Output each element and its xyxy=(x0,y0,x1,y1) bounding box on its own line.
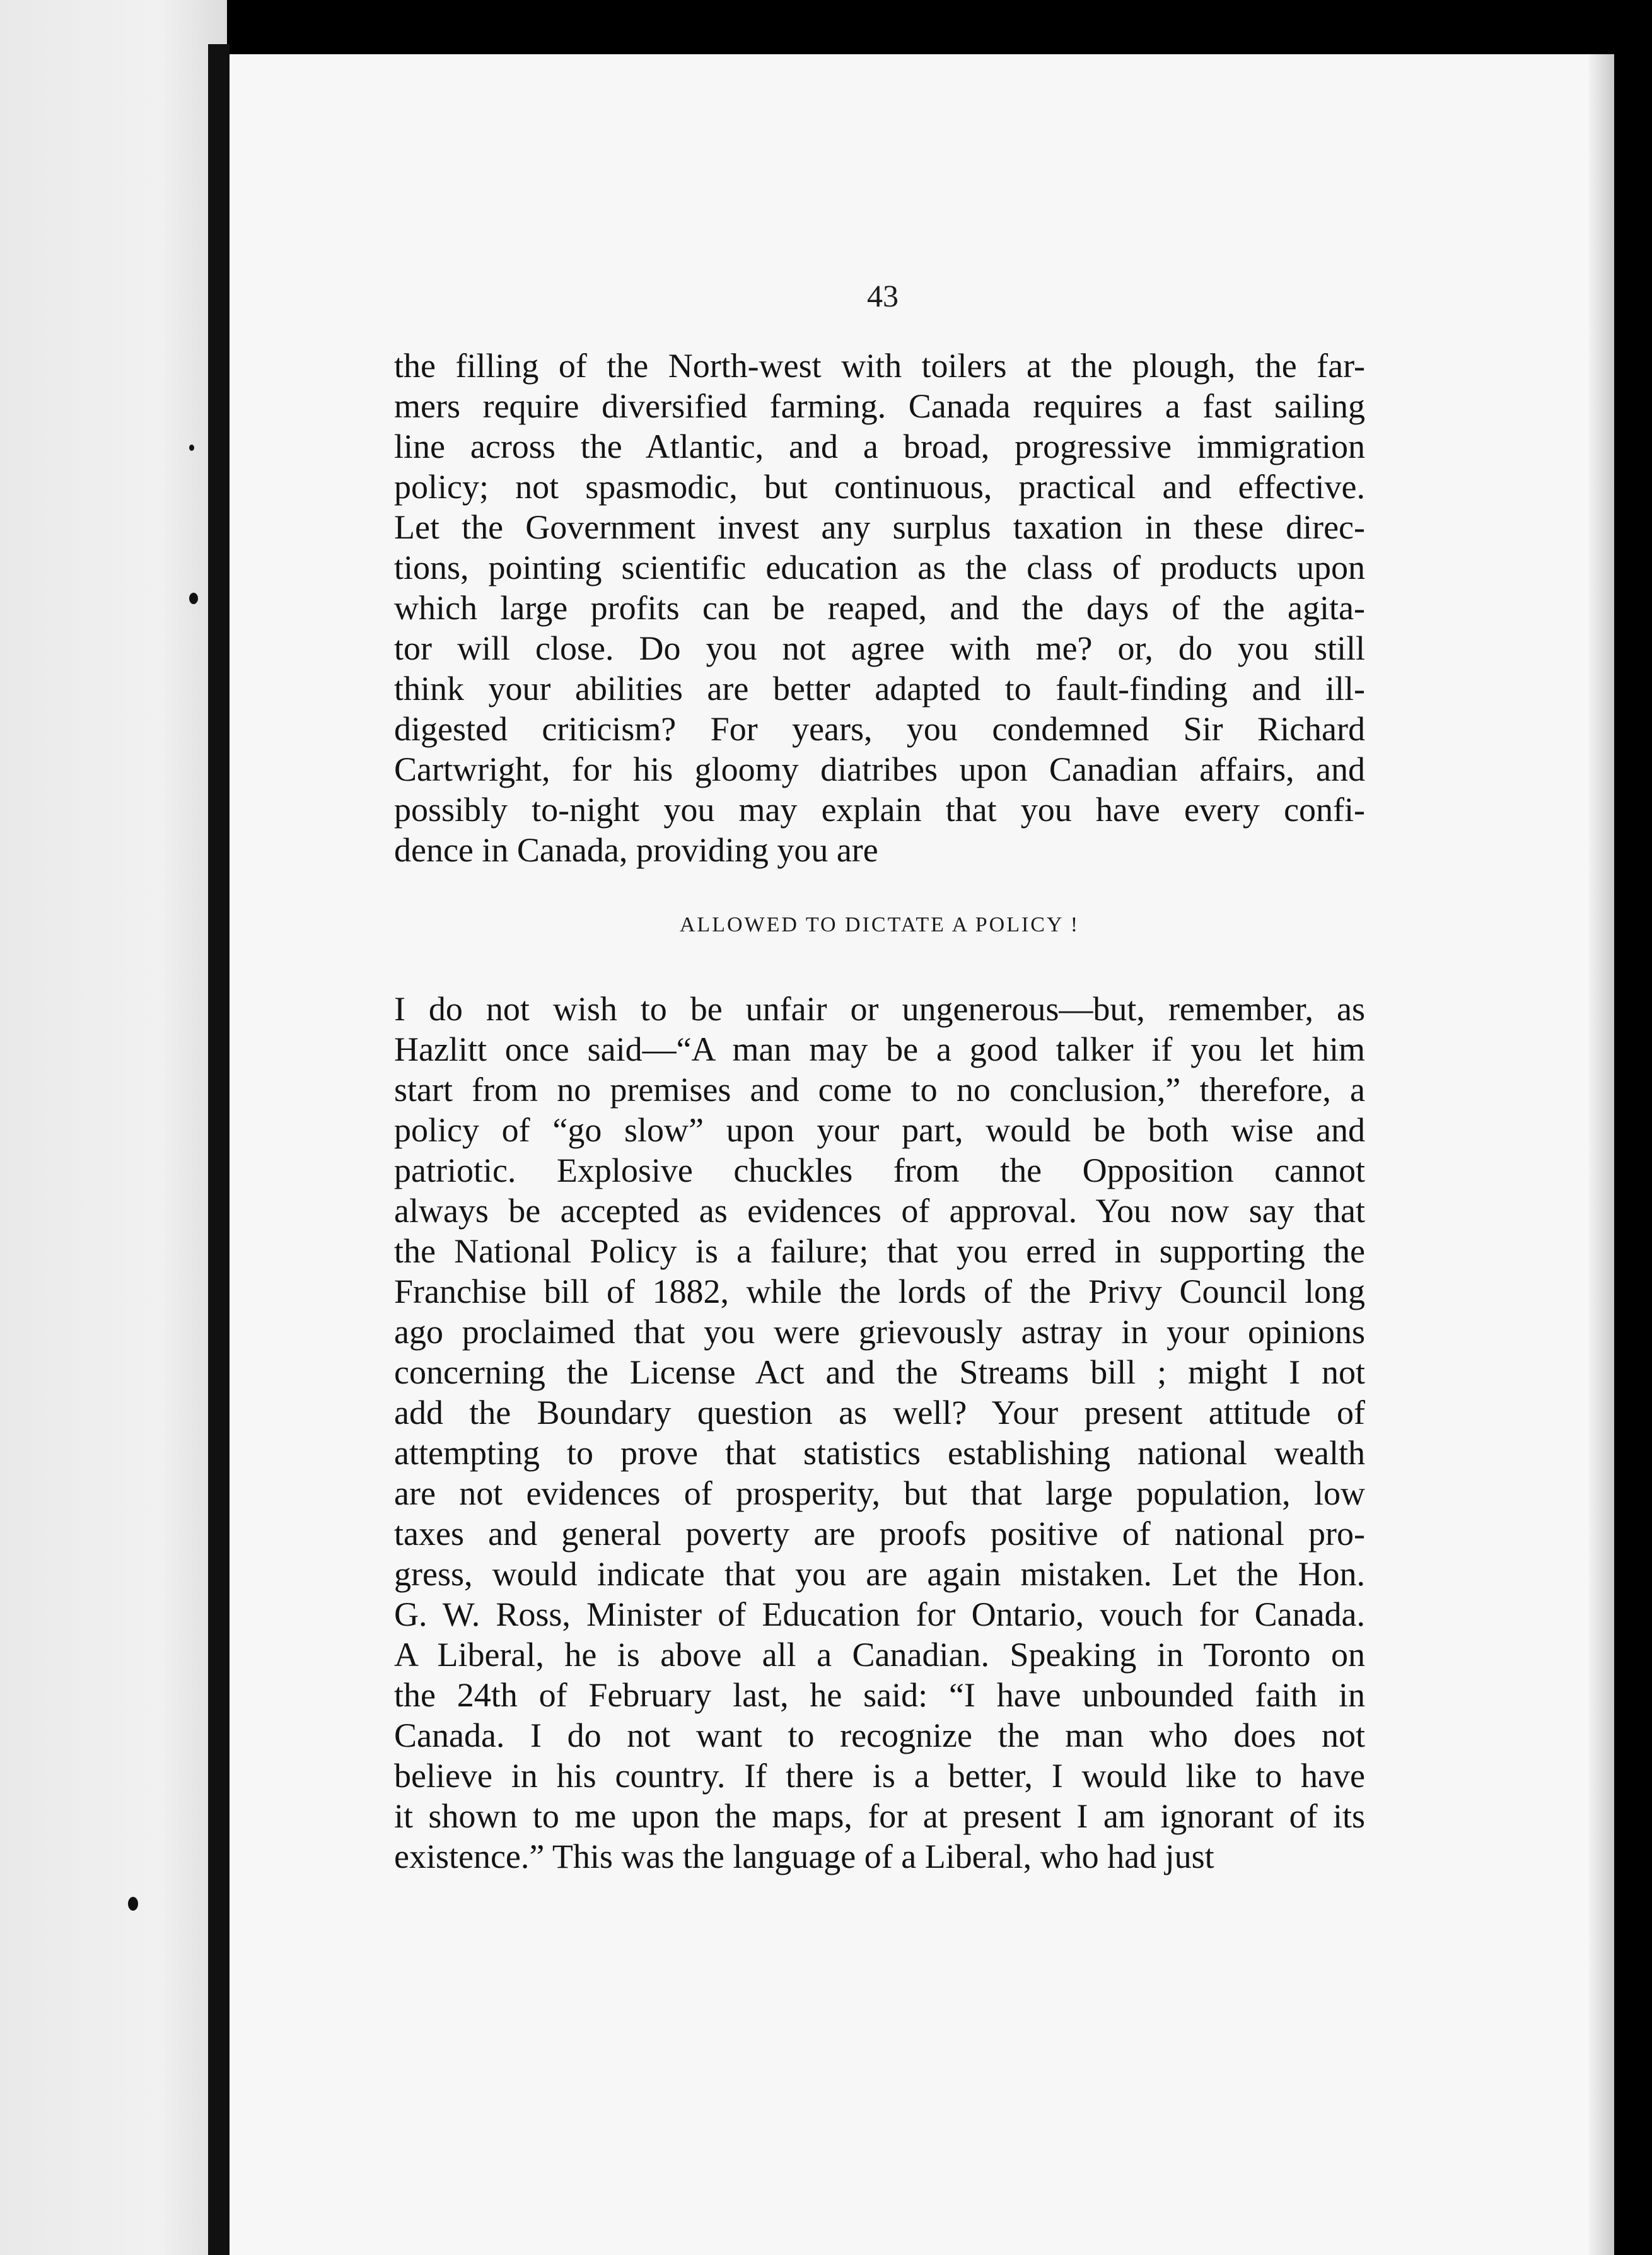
page-number: 43 xyxy=(867,278,899,313)
text-line: possibly to-night you may explain that you have every confi- xyxy=(394,791,1365,829)
text-line: G. W. Ross, Minister of Education for Ontario, vouch for Canada. xyxy=(394,1595,1365,1633)
facing-page-edge xyxy=(0,0,227,2255)
text-line: I do not wish to be unfair or ungenerous—but, remember, as xyxy=(394,990,1365,1028)
body-paragraph-2 xyxy=(394,989,1365,1877)
section-heading: ALLOWED TO DICTATE A POLICY ! xyxy=(679,913,1080,936)
text-line: it shown to me upon the maps, for at present I am ignorant of its xyxy=(394,1797,1365,1835)
text-line: which large profits can be reaped, and the days of the agita- xyxy=(394,589,1365,627)
text-line: existence.” This was the language of a Liberal, who had just xyxy=(394,1838,1214,1875)
text-line: the filling of the North-west with toilers at the plough, the far- xyxy=(394,347,1365,385)
scan-speck xyxy=(189,445,194,451)
page-right-edge xyxy=(1589,54,1614,2255)
text-line: Canada. I do not want to recognize the man who does not xyxy=(394,1716,1365,1754)
text-line: attempting to prove that statistics establishing national wealth xyxy=(394,1434,1365,1472)
text-line: ago proclaimed that you were grievously astray in your opinions xyxy=(394,1313,1365,1351)
text-line: line across the Atlantic, and a broad, progressive immigration xyxy=(394,428,1365,465)
text-line: start from no premises and come to no conclusion,” therefore, a xyxy=(394,1071,1365,1109)
text-line: patriotic. Explosive chuckles from the Opposition cannot xyxy=(394,1151,1365,1189)
text-line: Cartwright, for his gloomy diatribes upon Canadian affairs, and xyxy=(394,750,1365,788)
text-line: dence in Canada, providing you are xyxy=(394,831,878,869)
text-line: mers require diversified farming. Canada requires a fast sailing xyxy=(394,387,1365,425)
text-line: think your abilities are better adapted to fault-finding and ill- xyxy=(394,670,1365,708)
scan-speck xyxy=(128,1897,138,1911)
text-line: believe in his country. If there is a better, I would like to have xyxy=(394,1757,1365,1795)
text-line: are not evidences of prosperity, but that large population, low xyxy=(394,1474,1365,1512)
text-line: the National Policy is a failure; that you erred in supporting the xyxy=(394,1232,1365,1270)
text-line: the 24th of February last, he said: “I have unbounded faith in xyxy=(394,1676,1365,1714)
text-line: gress, would indicate that you are again mistaken. Let the Hon. xyxy=(394,1555,1365,1593)
text-line: always be accepted as evidences of approval. You now say that xyxy=(394,1192,1365,1230)
text-line: Let the Government invest any surplus taxation in these direc- xyxy=(394,508,1365,546)
text-line: Franchise bill of 1882, while the lords of the Privy Council long xyxy=(394,1273,1365,1310)
text-line: taxes and general poverty are proofs positive of national pro- xyxy=(394,1515,1365,1553)
text-line: tions, pointing scientific education as the class of products upon xyxy=(394,549,1365,586)
text-line: tor will close. Do you not agree with me? or, do you still xyxy=(394,629,1365,667)
text-line: policy of “go slow” upon your part, would be both wise and xyxy=(394,1111,1365,1149)
body-paragraph-1 xyxy=(394,346,1365,870)
text-line: concerning the License Act and the Streams bill ; might I not xyxy=(394,1353,1365,1391)
text-line: policy; not spasmodic, but continuous, practical and effective. xyxy=(394,468,1365,506)
text-line: A Liberal, he is above all a Canadian. Speaking in Toronto on xyxy=(394,1636,1365,1674)
scan-speck xyxy=(189,593,198,604)
text-line: Hazlitt once said—“A man may be a good talker if you let him xyxy=(394,1030,1365,1068)
text-line: add the Boundary question as well? Your present attitude of xyxy=(394,1394,1365,1431)
book-spine-shadow xyxy=(208,44,230,2255)
text-line: digested criticism? For years, you condemned Sir Richard xyxy=(394,710,1365,748)
